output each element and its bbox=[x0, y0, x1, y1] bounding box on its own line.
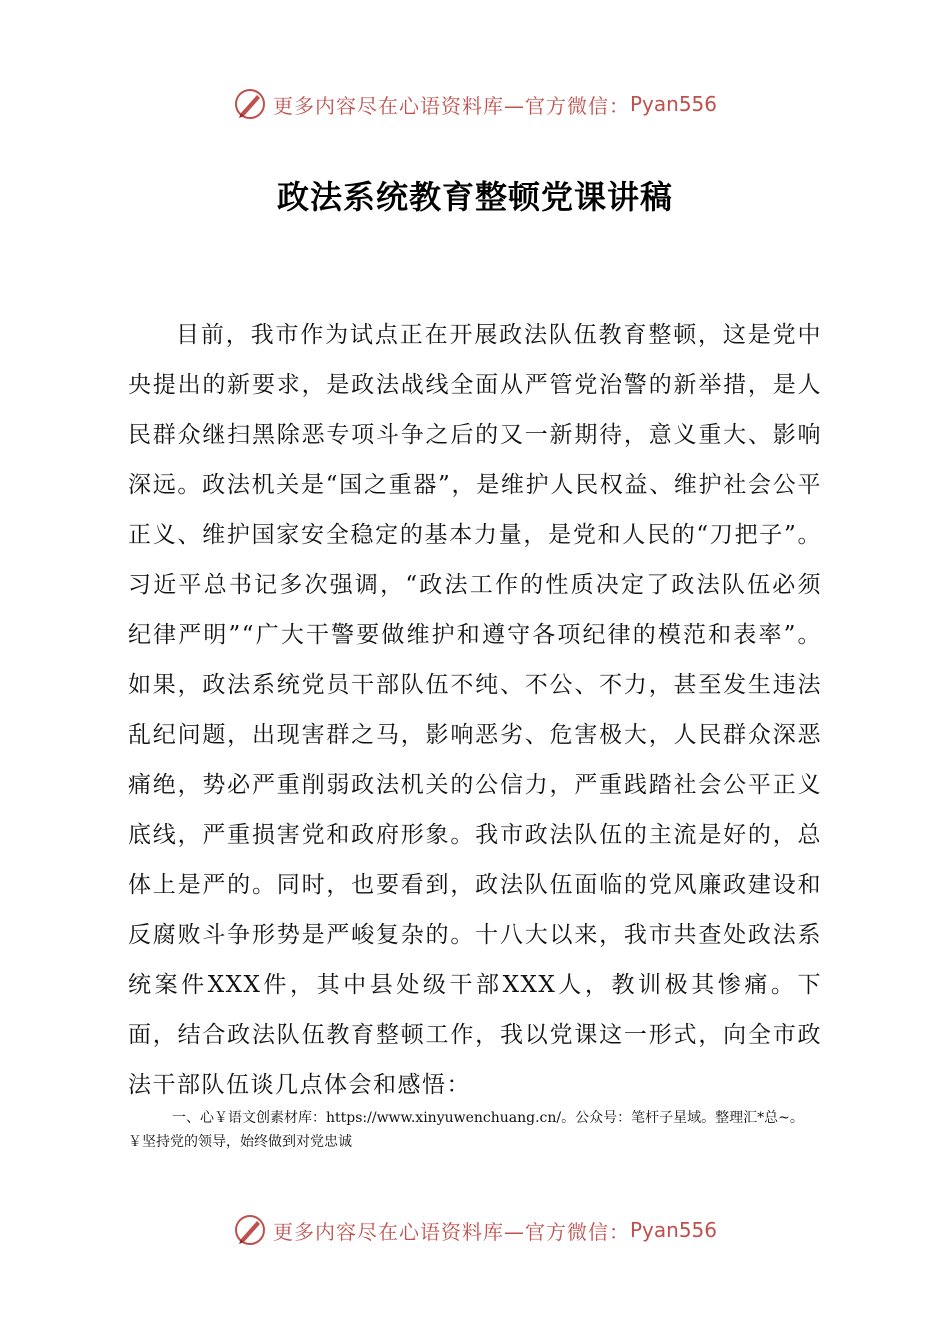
pen-logo-icon bbox=[233, 87, 267, 121]
document-title: 政法系统教育整顿党课讲稿 bbox=[276, 178, 673, 216]
watermark-contact: Pyan556 bbox=[629, 92, 717, 116]
body-paragraph: 目前，我市作为试点正在开展政法队伍教育整顿，这是党中央提出的新要求，是政法战线全面从严管党治警的新举措，是人民群众继扫黑除恶专项斗争之后的又一新期待，意义重大、影响深远。政法机关是“国之重器”，是维护人民权益、维护社会公平正义、维护国家安全稳定的基本力量，是党和人民的“刀把子”。习近平总书记多次强调，“政法工作的性质决定了政法队伍必须纪律严明”“广大干警要做维护和遵守各项纪律的模范和表率”。如果，政法系统党员干部队伍不纯、不公、不力，甚至发生违法乱纪问题，出现害群之马，影响恶劣、危害极大，人民群众深恶痛绝，势必严重削弱政法机关的公信力，严重践踏社会公平正义底线，严重损害党和政府形象。我市政法队伍的主流是好的，总体上是严的。同时，也要看到，政法队伍面临的党风廉政建设和反腐败斗争形势是严峻复杂的。十八大以来，我市共查处政法系统案件XXX件，其中县处级干部XXX人，教训极其惨痛。下面，结合政法队伍教育整顿工作，我以党课这一形式，向全市政法干部队伍谈几点体会和感悟： bbox=[128, 322, 822, 1098]
watermark-text: 更多内容尽在心语资料库—官方微信： bbox=[272, 93, 630, 118]
footer-watermark bbox=[0, 1210, 950, 1250]
pen-logo-icon bbox=[233, 1213, 267, 1247]
watermark-contact: Pyan556 bbox=[629, 1218, 717, 1242]
header-watermark bbox=[0, 84, 950, 124]
watermark-text: 更多内容尽在心语资料库—官方微信： bbox=[272, 1219, 630, 1244]
footnote-text: 一、心￥语文创素材库：https://www.xinyuwenchuang.cn/。公众号：笔杆子星域。整理汇*总~。￥坚持党的领导，始终做到对党忠诚 bbox=[128, 1110, 804, 1150]
